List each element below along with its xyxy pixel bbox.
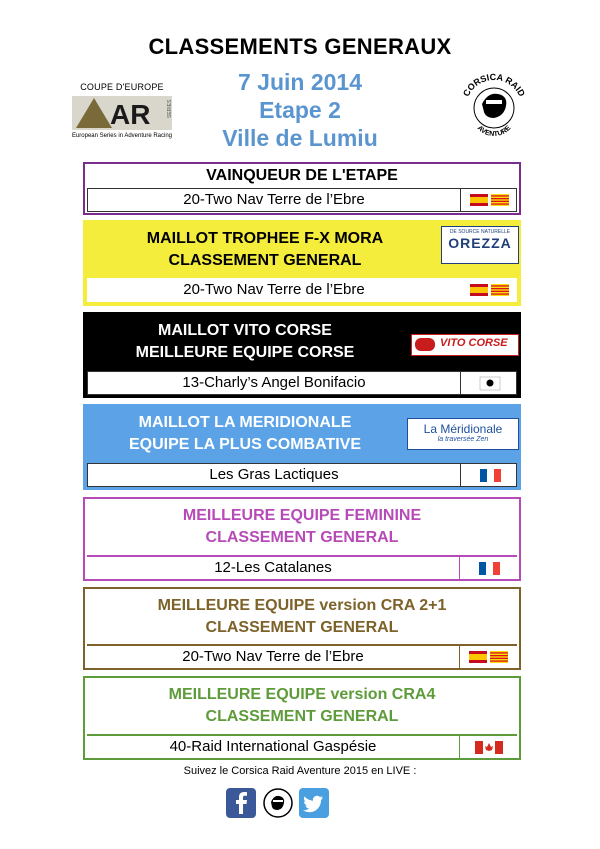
team-name: 20-Two Nav Terre de l’Ebre — [183, 281, 365, 298]
facebook-icon[interactable] — [226, 788, 256, 818]
corsica-raid-icon[interactable] — [263, 788, 293, 818]
location-label: Ville de Lumiu — [222, 125, 378, 151]
section-heading-line2: EQUIPE LA PLUS COMBATIVE — [128, 436, 361, 453]
twitter-icon[interactable] — [299, 788, 329, 818]
team-name: Les Gras Lactiques — [209, 466, 339, 483]
section-la-meridionale — [83, 404, 521, 490]
logo-caption: COUPE D'EUROPE — [80, 82, 164, 92]
team-row — [87, 463, 517, 487]
section-stage-winner — [83, 162, 521, 215]
section-trophee-fx-mora — [83, 220, 521, 306]
team-row — [87, 188, 517, 212]
team-row — [87, 734, 517, 758]
la-meridionale-logo — [407, 418, 519, 450]
orezza-logo — [441, 226, 519, 264]
section-heading: VAINQUEUR DE L'ETAPE — [206, 167, 398, 184]
stage-label: Etape 2 — [259, 97, 341, 123]
france-flag-icon — [470, 467, 510, 483]
section-heading-line1: MAILLOT TROPHEE F-X MORA — [146, 230, 384, 247]
section-cra4 — [83, 676, 521, 760]
event-date: 7 Juin 2014 — [237, 69, 363, 95]
team-name: 20-Two Nav Terre de l’Ebre — [183, 191, 365, 208]
section-heading-line2: CLASSEMENT GENERAL — [205, 708, 399, 725]
section-heading-line1: MAILLOT VITO CORSE — [158, 322, 332, 339]
ar-logo-mark — [72, 94, 172, 132]
team-row — [87, 278, 517, 302]
meridionale-name: La Méridionale — [423, 422, 503, 436]
team-row — [87, 371, 517, 395]
spain-catalonia-flags-icon — [470, 192, 510, 208]
section-heading-line1: MEILLEURE EQUIPE version CRA4 — [168, 686, 436, 703]
team-name: 20-Two Nav Terre de l’Ebre — [182, 648, 364, 665]
team-row — [87, 644, 517, 668]
ar-letters: AR — [110, 99, 151, 130]
section-heading-line1: MAILLOT LA MERIDIONALE — [138, 414, 352, 431]
france-flag-icon — [469, 560, 509, 576]
vito-corse-logo — [411, 334, 519, 356]
corsica-raid-logo — [452, 66, 536, 150]
spain-catalonia-flags-icon — [469, 649, 509, 665]
orezza-name: OREZZA — [448, 235, 512, 251]
spain-catalonia-flags-icon — [470, 282, 510, 298]
section-vito-corse — [83, 312, 521, 398]
logo-right-name: CORSICA RAID — [460, 71, 528, 99]
team-row — [87, 555, 517, 579]
logo-right-sub: AVENTURE — [475, 124, 513, 139]
coupe-europe-logo — [62, 82, 182, 154]
section-heading-line2: CLASSEMENT GENERAL — [205, 619, 399, 636]
canada-flag-icon — [469, 739, 509, 755]
ar-series: SERIES — [167, 99, 173, 118]
orezza-top-text: DE SOURCE NATURELLE — [449, 229, 511, 235]
section-heading-line1: MEILLEURE EQUIPE version CRA 2+1 — [157, 597, 447, 614]
meridionale-tagline: la traversée Zen — [437, 436, 489, 443]
live-follow-text: Suivez le Corsica Raid Aventure 2015 en LIVE : — [183, 765, 417, 777]
team-name: 40-Raid International Gaspésie — [169, 738, 377, 755]
corsica-flag-icon — [470, 375, 510, 391]
vito-corse-name: VITO CORSE — [440, 337, 508, 349]
team-name: 13-Charly’s Angel Bonifacio — [182, 374, 366, 391]
section-cra-2plus1 — [83, 587, 521, 670]
section-heading-line1: MEILLEURE EQUIPE FEMININE — [182, 507, 422, 524]
team-name: 12-Les Catalanes — [214, 559, 332, 576]
section-heading-line2: MEILLEURE EQUIPE CORSE — [135, 344, 355, 361]
section-heading-line2: CLASSEMENT GENERAL — [205, 529, 399, 546]
section-heading-line2: CLASSEMENT GENERAL — [168, 252, 362, 269]
page-title: CLASSEMENTS GENERAUX — [148, 34, 452, 59]
logo-subtitle: European Series in Adventure Racing — [71, 133, 173, 139]
section-best-female-team — [83, 497, 521, 581]
